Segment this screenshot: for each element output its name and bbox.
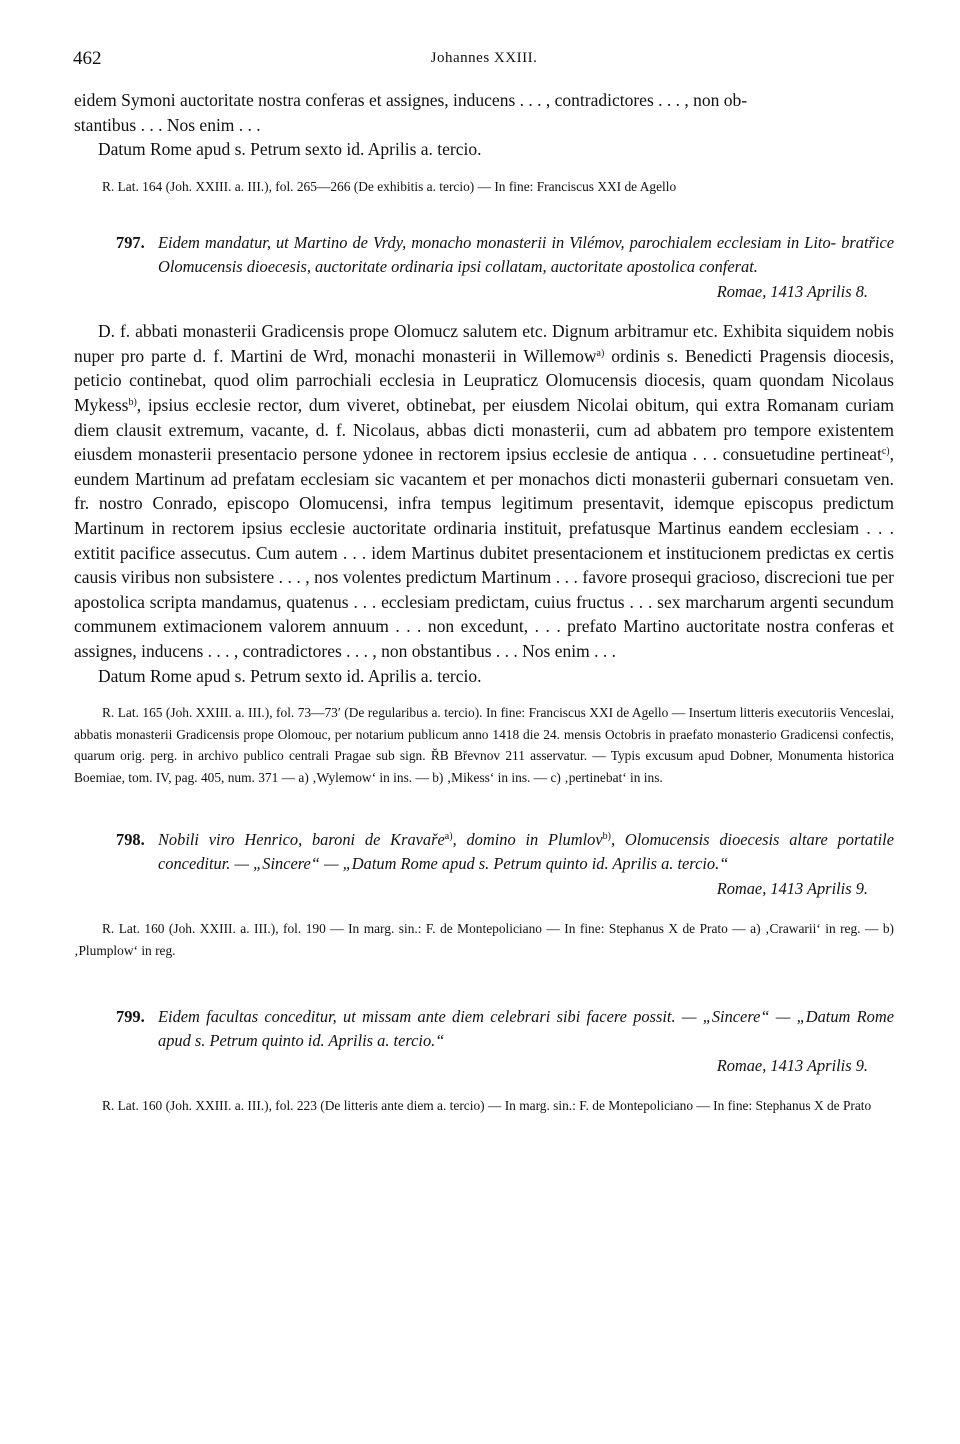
entry-date: Romae, 1413 Aprilis 9. [716, 1056, 868, 1076]
running-title: Johannes XXIII. [430, 50, 538, 66]
text-segment: D. f. abbati monasterii Gradicensis prope Olomucz salutem etc. Dignum arbitramur etc. Exhibita siquidem nobis nuper pro parte d. f. Martini de Wrd, monachi monasterii in Willemow [74, 321, 894, 366]
previous-entry-continuation [74, 88, 894, 197]
text-segment: , ipsius ecclesie rector, dum viveret, obtinebat, per eiusdem Nicolai obitum, qui extra Romanam curiam diem clausit extremum, vacante, d. f. Nicolaus, abbas dicti monasterii, cum ad abbatem pro tempore existentem eiusdem monasterii presentacio persone ydonee in rectorem ipsius ecclesie de antiqua . . . consuetudine pertineat [74, 395, 894, 465]
entry-date: Romae, 1413 Aprilis 9. [716, 879, 868, 899]
continuation-line-1: eidem Symoni auctoritate nostra conferas et assignes, inducens . . . , contradictores . . . , non ob- [74, 90, 748, 110]
source-note: R. Lat. 165 (Joh. XXIII. a. III.), fol. 73—73′ (De regularibus a. tercio). In fine: Franciscus XXI de Agello — Insertum litteris executoriis Venceslai, abbatis monasterii Gradicensis prope Olomouc, per notarium publicum anno 1418 die 24. mensis Octobris in praefato monasterio Gradicensi confectis, quarum orig. perg. in archivo publico centrali Pragae sub sign. ŘB Břevnov 211 asservatur. — Typis excusum apud Dobner, Monumenta historica Boemiae, tom. IV, pag. 405, num. 371 — a) ‚Wylemow‘ in ins. — b) ‚Mikess‘ in ins. — c) ‚pertinebat‘ in ins. [74, 705, 894, 785]
footnote-mark: a) [444, 831, 453, 843]
continuation-line-2: stantibus . . . Nos enim . . . [74, 114, 261, 135]
summary-segment: , Olomucensis dioecesis altare portatile conceditur. — „Sincere“ — „Datum Rome apud s. Petrum quinto id. Aprilis a. tercio.“ [158, 830, 895, 874]
page-number: 462 [73, 48, 102, 69]
entry-number: 799. [116, 1007, 145, 1027]
entry-text [74, 319, 894, 663]
summary-line-1: Eidem mandatur, ut Martino de Vrdy, monacho monasterii in Vilémov, parochialem ecclesiam in Lito- [158, 233, 837, 253]
source-note: R. Lat. 160 (Joh. XXIII. a. III.), fol. 190 — In marg. sin.: F. de Montepoliciano — In fine: Stephanus X de Prato — a) ‚Crawarii‘ in reg. — b) ‚Plumplow‘ in reg. [74, 921, 894, 958]
footnote-mark: b) [602, 831, 611, 843]
text-segment: ordinis s. Benedicti Pragensis diocesis, peticio continebat, quod olim parrochiali ecclesia in Leupraticz Olomucensis diocesis, quam quondam Nicolaus Mykess [74, 345, 894, 416]
entry-797 [74, 231, 894, 788]
summary-line-2: bratřice Olomucensis dioecesis, auctoritate ordinaria ipsi collatam, auctoritate apostolica conferat. [158, 233, 894, 277]
footnote-mark: c) [881, 446, 890, 458]
entry-799 [74, 1005, 894, 1117]
datum-line: Datum Rome apud s. Petrum sexto id. Aprilis a. tercio. [98, 665, 482, 686]
entry-summary [74, 1005, 894, 1053]
summary-segment: , domino in Plumlov [452, 830, 603, 850]
entry-number: 797. [116, 233, 145, 253]
page-header [74, 48, 894, 88]
entry-summary [74, 231, 894, 279]
footnote-mark: b) [128, 397, 137, 409]
text-segment: , eundem Martinum ad prefatam ecclesiam sic vacantem et per monachos dicti monasterii gubernari consuetam ven. fr. nostro Conrado, episcopo Olomucensi, infra tempus legitimum presentavit, idemque episcopus predictum Martinum in rectorem ipsius ecclesie auctoritate ordinaria instituit, prefatusque Martinus eandem ecclesiam . . . extitit pacifice assecutus. Cum autem . . . idem Martinus dubitet presentacionem et institucionem predictas ex certis causis viribus non subsistere . . . , nos volentes predictum Martinum . . . favore prosequi gracioso, discrecioni tue per apostolica scripta mandamus, quatenus . . . ecclesiam predictam, cuius fructus . . . sex marcharum argenti secundum communem extimacionem valorem annuum . . . non excedunt, . . . prefato Martino auctoritate nostra conferas et assignes, inducens . . . , contradictores . . . , non obstantibus . . . Nos enim . . . [74, 444, 894, 661]
entry-date: Romae, 1413 Aprilis 8. [716, 282, 868, 302]
footnote-mark: a) [596, 347, 605, 359]
document-page [74, 48, 894, 1117]
source-note: R. Lat. 160 (Joh. XXIII. a. III.), fol. 223 (De litteris ante diem a. tercio) — In marg. sin.: F. de Montepoliciano — In fine: Stephanus X de Prato [102, 1098, 872, 1114]
entry-798 [74, 828, 894, 961]
entry-number: 798. [116, 830, 145, 850]
source-note: R. Lat. 164 (Joh. XXIII. a. III.), fol. 265—266 (De exhibitis a. tercio) — In fine: Franciscus XXI de Agello [102, 178, 677, 194]
entry-summary [74, 828, 894, 876]
summary-text: Eidem facultas conceditur, ut missam ante diem celebrari sibi facere possit. — „Sincere“ — „Datum Rome apud s. Petrum quinto id. Aprilis a. tercio.“ [158, 1007, 894, 1051]
datum-line: Datum Rome apud s. Petrum sexto id. Aprilis a. tercio. [98, 139, 482, 160]
summary-segment: Nobili viro Henrico, baroni de Kravaře [158, 830, 445, 850]
